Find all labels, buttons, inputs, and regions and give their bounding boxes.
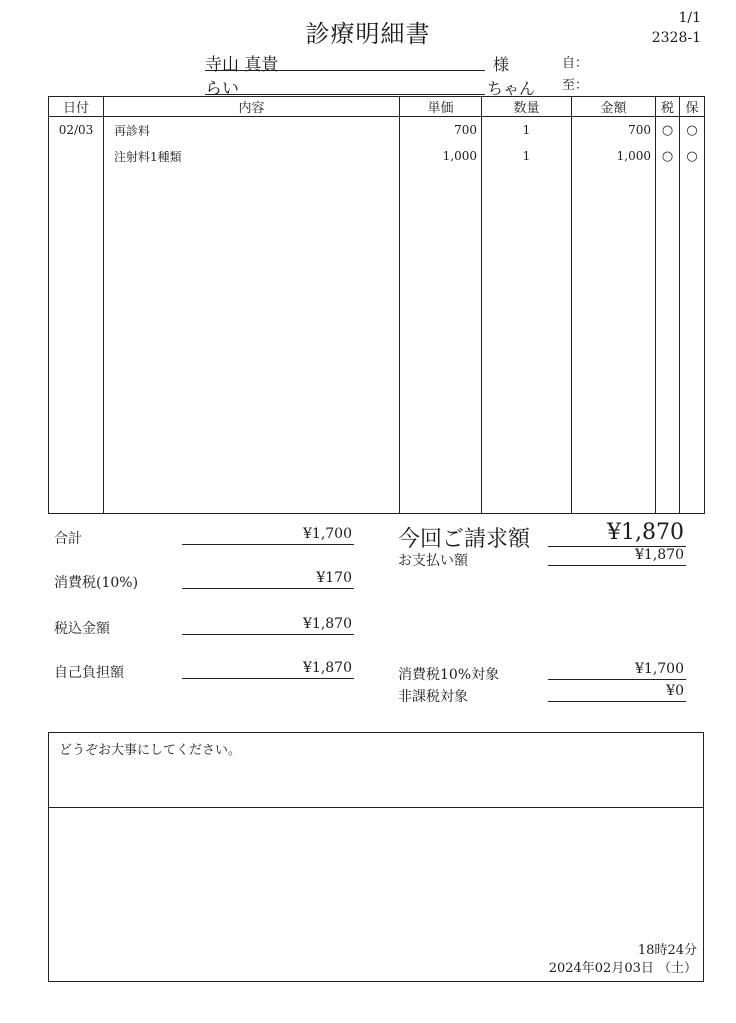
header-content: 内容 bbox=[104, 97, 400, 117]
tax-value: ¥170 bbox=[182, 570, 354, 589]
header-unit-price: 単価 bbox=[400, 97, 482, 117]
cell-unit-price: 700 bbox=[400, 117, 482, 144]
cell-insurance: ○ bbox=[680, 143, 705, 169]
table-row bbox=[49, 117, 705, 144]
cell-qty: 1 bbox=[482, 117, 572, 144]
nontaxable-value: ¥0 bbox=[548, 683, 686, 702]
period-from-label: 自： bbox=[562, 56, 589, 71]
pet-name: らい bbox=[205, 74, 485, 95]
owner-suffix: 様 bbox=[493, 55, 510, 74]
nontaxable-label: 非課税対象 bbox=[398, 689, 468, 705]
period-to-label: 至： bbox=[562, 78, 589, 93]
items-table bbox=[48, 96, 705, 514]
cell-insurance: ○ bbox=[680, 117, 705, 144]
cell-content: 注射料1種類 bbox=[104, 143, 400, 169]
tax-included-value: ¥1,870 bbox=[182, 616, 354, 635]
table-header-row bbox=[49, 97, 705, 117]
cell-amount: 700 bbox=[572, 117, 656, 144]
cell-date bbox=[49, 143, 104, 169]
owner-name: 寺山 真貴 bbox=[205, 50, 485, 71]
cell-qty: 1 bbox=[482, 143, 572, 169]
header-date: 日付 bbox=[49, 97, 104, 117]
message-text: どうぞお大事にしてください。 bbox=[59, 743, 242, 758]
taxable-value: ¥1,700 bbox=[548, 661, 686, 680]
billing-label: 今回ご請求額 bbox=[398, 527, 531, 552]
cell-tax: ○ bbox=[656, 143, 680, 169]
payment-value: ¥1,870 bbox=[548, 547, 686, 566]
cell-amount: 1,000 bbox=[572, 143, 656, 169]
document-title: 診療明細書 bbox=[305, 20, 431, 48]
page-number: 1/1 bbox=[678, 10, 701, 26]
subtotal-label: 合計 bbox=[54, 531, 82, 547]
header-qty: 数量 bbox=[482, 97, 572, 117]
cell-date: 02/03 bbox=[49, 117, 104, 144]
payment-label: お支払い額 bbox=[398, 553, 468, 569]
table-filler-row bbox=[49, 169, 705, 514]
tax-label: 消費税(10%) bbox=[54, 575, 139, 591]
header-tax: 税 bbox=[656, 97, 680, 117]
pet-suffix: ちゃん bbox=[487, 79, 536, 98]
header-amount: 金額 bbox=[572, 97, 656, 117]
billing-value: ¥1,870 bbox=[548, 520, 686, 547]
issue-date: 2024年02月03日 （土） bbox=[548, 961, 697, 976]
message-box bbox=[48, 732, 704, 982]
message-divider bbox=[49, 807, 703, 808]
document-number: 2328-1 bbox=[651, 30, 701, 46]
cell-unit-price: 1,000 bbox=[400, 143, 482, 169]
issue-time: 18時24分 bbox=[637, 943, 697, 958]
taxable-label: 消費税10%対象 bbox=[398, 667, 500, 683]
cell-content: 再診料 bbox=[104, 117, 400, 144]
table-row bbox=[49, 143, 705, 169]
cell-tax: ○ bbox=[656, 117, 680, 144]
subtotal-value: ¥1,700 bbox=[182, 526, 354, 545]
header-insurance: 保 bbox=[680, 97, 705, 117]
copay-label: 自己負担額 bbox=[54, 665, 124, 681]
tax-included-label: 税込金額 bbox=[54, 621, 110, 637]
copay-value: ¥1,870 bbox=[182, 660, 354, 679]
